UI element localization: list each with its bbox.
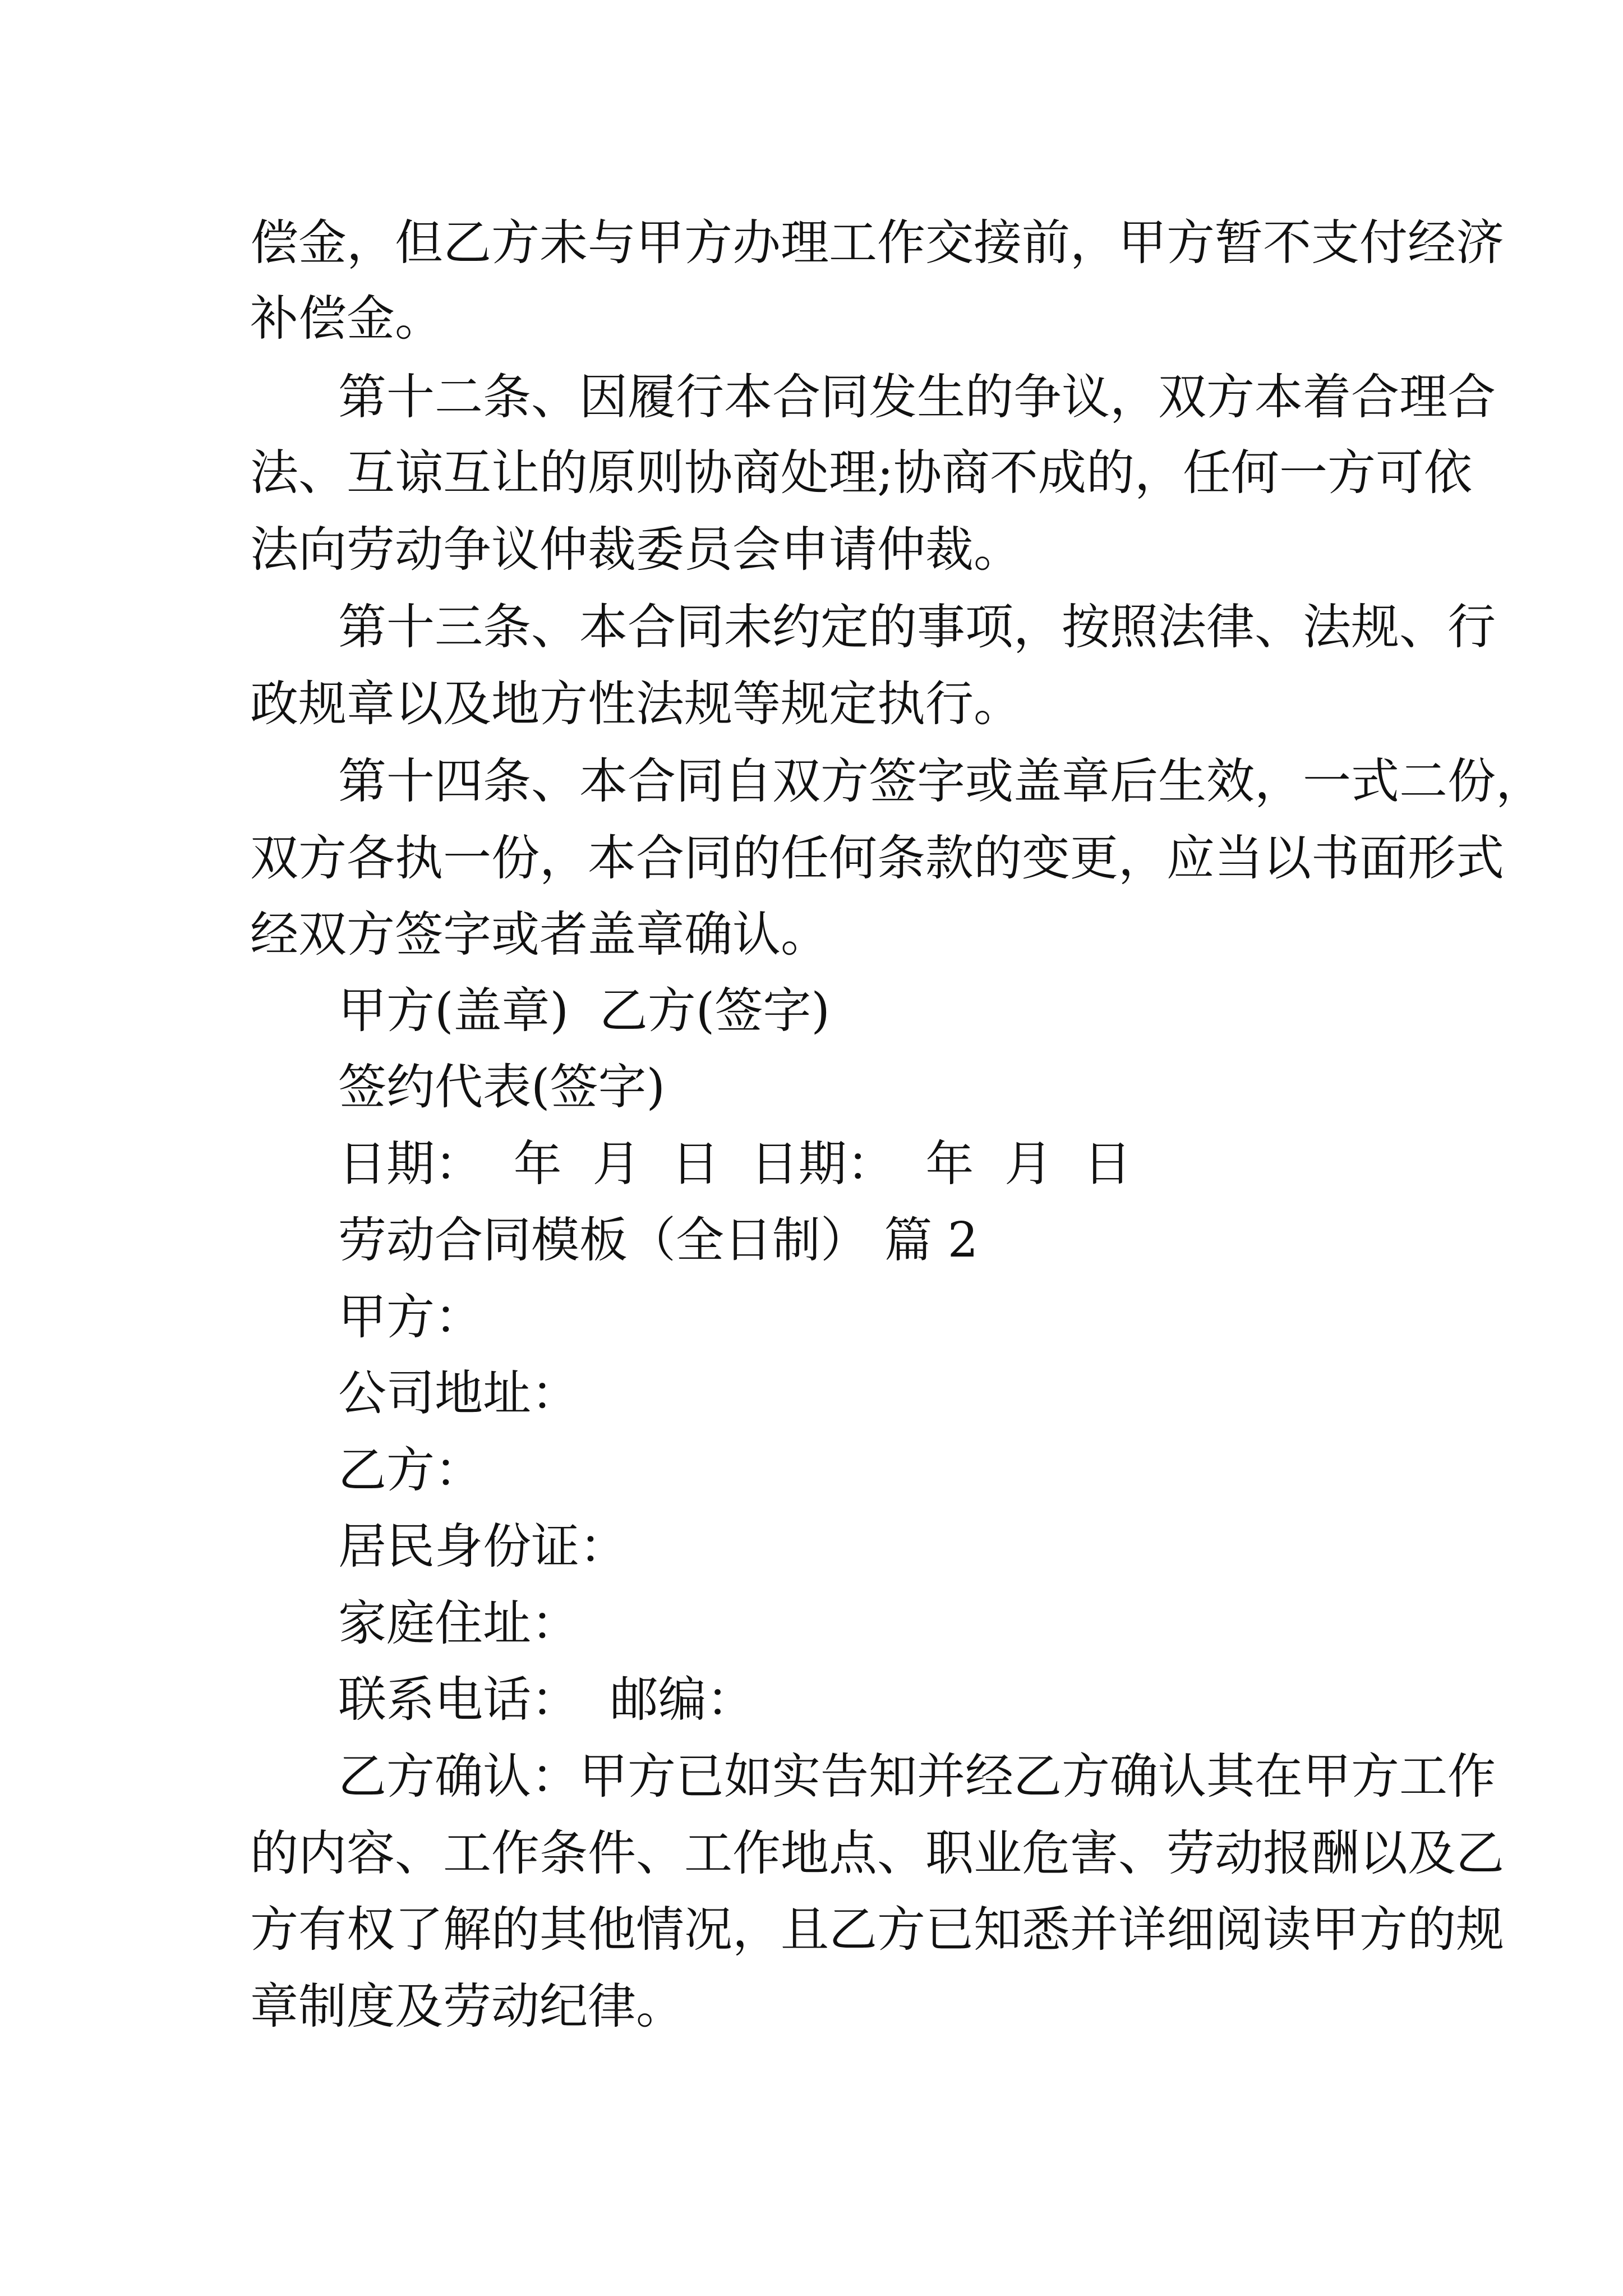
paragraph-line: 补偿金。 (250, 291, 443, 347)
home-address-label: 家庭住址： (338, 1595, 579, 1651)
paragraph-line: 偿金，但乙方未与甲方办理工作交接前，甲方暂不支付经济 (250, 215, 1504, 271)
confirmation-line: 方有权了解的其他情况，且乙方已知悉并详细阅读甲方的规 (250, 1902, 1504, 1958)
signature-representative: 签约代表(签字) (338, 1059, 666, 1115)
confirmation-line: 的内容、工作条件、工作地点、职业危害、劳动报酬以及乙 (250, 1825, 1504, 1881)
article-14-line: 双方各执一份，本合同的任何条款的变更，应当以书面形式 (250, 830, 1504, 886)
signature-parties: 甲方(盖章) 乙方(签字) (338, 983, 830, 1039)
party-a-label: 甲方： (338, 1289, 483, 1345)
article-13-line: 第十三条、本合同未约定的事项，按照法律、法规、行 (338, 599, 1496, 655)
article-12-line: 法、互谅互让的原则协商处理;协商不成的，任何一方可依 (250, 445, 1472, 501)
id-card-label: 居民身份证： (338, 1519, 628, 1575)
company-address-label: 公司地址： (338, 1365, 579, 1421)
party-b-label: 乙方： (338, 1442, 483, 1498)
phone-zip-label: 联系电话： 邮编： (338, 1672, 755, 1728)
confirmation-line: 章制度及劳动纪律。 (250, 1978, 684, 2035)
article-13-line: 政规章以及地方性法规等规定执行。 (250, 676, 1022, 732)
article-12-line: 第十二条、因履行本合同发生的争议，双方本着合理合 (338, 369, 1496, 425)
confirmation-line: 乙方确认：甲方已如实告知并经乙方确认其在甲方工作 (338, 1749, 1496, 1805)
signature-dates: 日期： 年 月 日 日期： 年 月 日 (338, 1136, 1132, 1192)
article-14-line: 经双方签字或者盖章确认。 (250, 907, 829, 963)
article-14-line: 第十四条、本合同自双方签字或盖章后生效，一式二份， (338, 753, 1544, 809)
section-title: 劳动合同模板（全日制） 篇 2 (338, 1212, 979, 1268)
article-12-line: 法向劳动争议仲裁委员会申请仲裁。 (250, 522, 1022, 578)
